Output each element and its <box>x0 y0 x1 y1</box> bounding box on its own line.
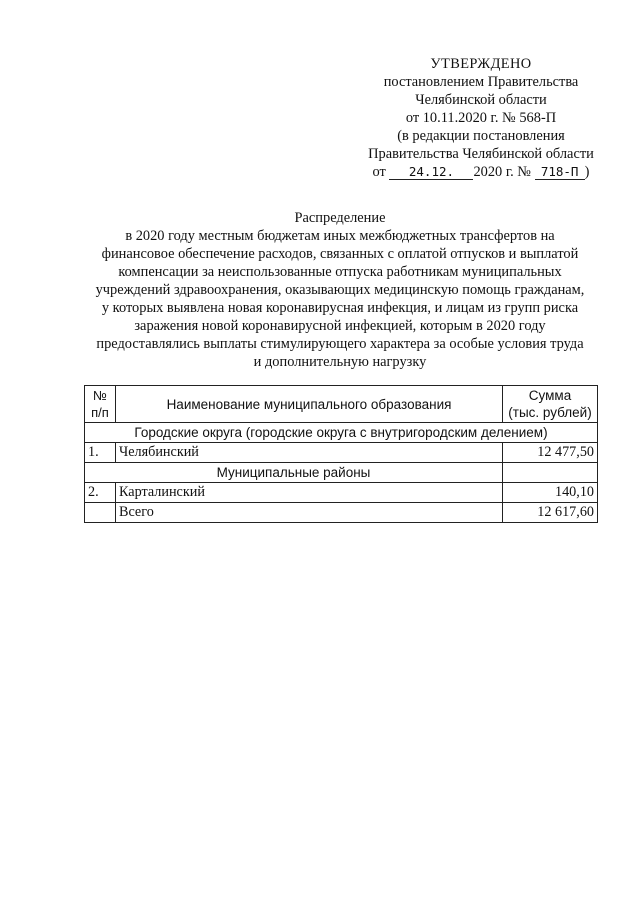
total-label: Всего <box>116 503 503 523</box>
header-sum-label: Сумма <box>528 388 572 403</box>
group-empty-sum <box>503 463 598 483</box>
approval-line-1: постановлением Правительства <box>383 74 579 90</box>
amendment-close: ) <box>584 164 590 180</box>
title-line-5: у которых выявлена новая коронавирусная инфекция, и лицам из групп риска <box>101 300 579 316</box>
approval-line-4: (в редакции постановления <box>397 128 565 144</box>
row-sum: 12 477,50 <box>503 443 598 463</box>
amendment-number: 718-П <box>535 164 585 180</box>
group-row-urban <box>85 423 598 443</box>
group-row-districts <box>85 463 598 483</box>
approval-line-3: от 10.11.2020 г. № 568-П <box>405 110 557 126</box>
header-name: Наименование муниципального образования <box>116 386 503 423</box>
table-row <box>85 483 598 503</box>
total-empty-number <box>85 503 116 523</box>
amendment-date: 24.12. <box>389 164 473 180</box>
total-sum: 12 617,60 <box>503 503 598 523</box>
title-heading: Распределение <box>294 210 386 226</box>
title-line-8: и дополнительную нагрузку <box>253 354 427 370</box>
approval-line-2: Челябинской области <box>415 92 547 108</box>
approval-heading: УТВЕРЖДЕНО <box>430 56 532 72</box>
table-row <box>85 443 598 463</box>
amendment-year: 2020 г. № <box>473 164 532 180</box>
document-title <box>80 209 600 371</box>
header-sum <box>503 386 598 423</box>
title-line-6: заражения новой коронавирусной инфекцией, которым в 2020 году <box>134 318 546 334</box>
header-number-symbol: № <box>93 388 107 403</box>
table-header-row <box>85 386 598 423</box>
title-line-7: предоставлялись выплаты стимулирующего характера за особые условия труда <box>96 336 584 352</box>
title-line-3: компенсации за неиспользованные отпуска работникам муниципальных <box>118 264 562 280</box>
group-label-urban: Городские округа (городские округа с внутригородским делением) <box>85 423 598 443</box>
distribution-table <box>84 385 598 523</box>
header-sum-unit: (тыс. рублей) <box>508 405 592 420</box>
title-line-2: финансовое обеспечение расходов, связанных с оплатой отпусков и выплатой <box>101 246 579 262</box>
title-line-1: в 2020 году местным бюджетам иных межбюджетных трансфертов на <box>125 228 555 244</box>
approval-block <box>355 55 607 181</box>
row-name: Челябинский <box>116 443 503 463</box>
header-number-abbrev: п/п <box>91 405 109 420</box>
amendment-prefix: от <box>372 164 386 180</box>
row-number: 1. <box>85 443 116 463</box>
row-name: Карталинский <box>116 483 503 503</box>
title-line-4: учреждений здравоохранения, оказывающих медицинскую помощь гражданам, <box>95 282 585 298</box>
group-label-districts: Муниципальные районы <box>85 463 503 483</box>
approval-line-5: Правительства Челябинской области <box>368 146 594 162</box>
row-number: 2. <box>85 483 116 503</box>
amendment-line <box>355 163 607 181</box>
row-sum: 140,10 <box>503 483 598 503</box>
total-row <box>85 503 598 523</box>
header-number <box>85 386 116 423</box>
